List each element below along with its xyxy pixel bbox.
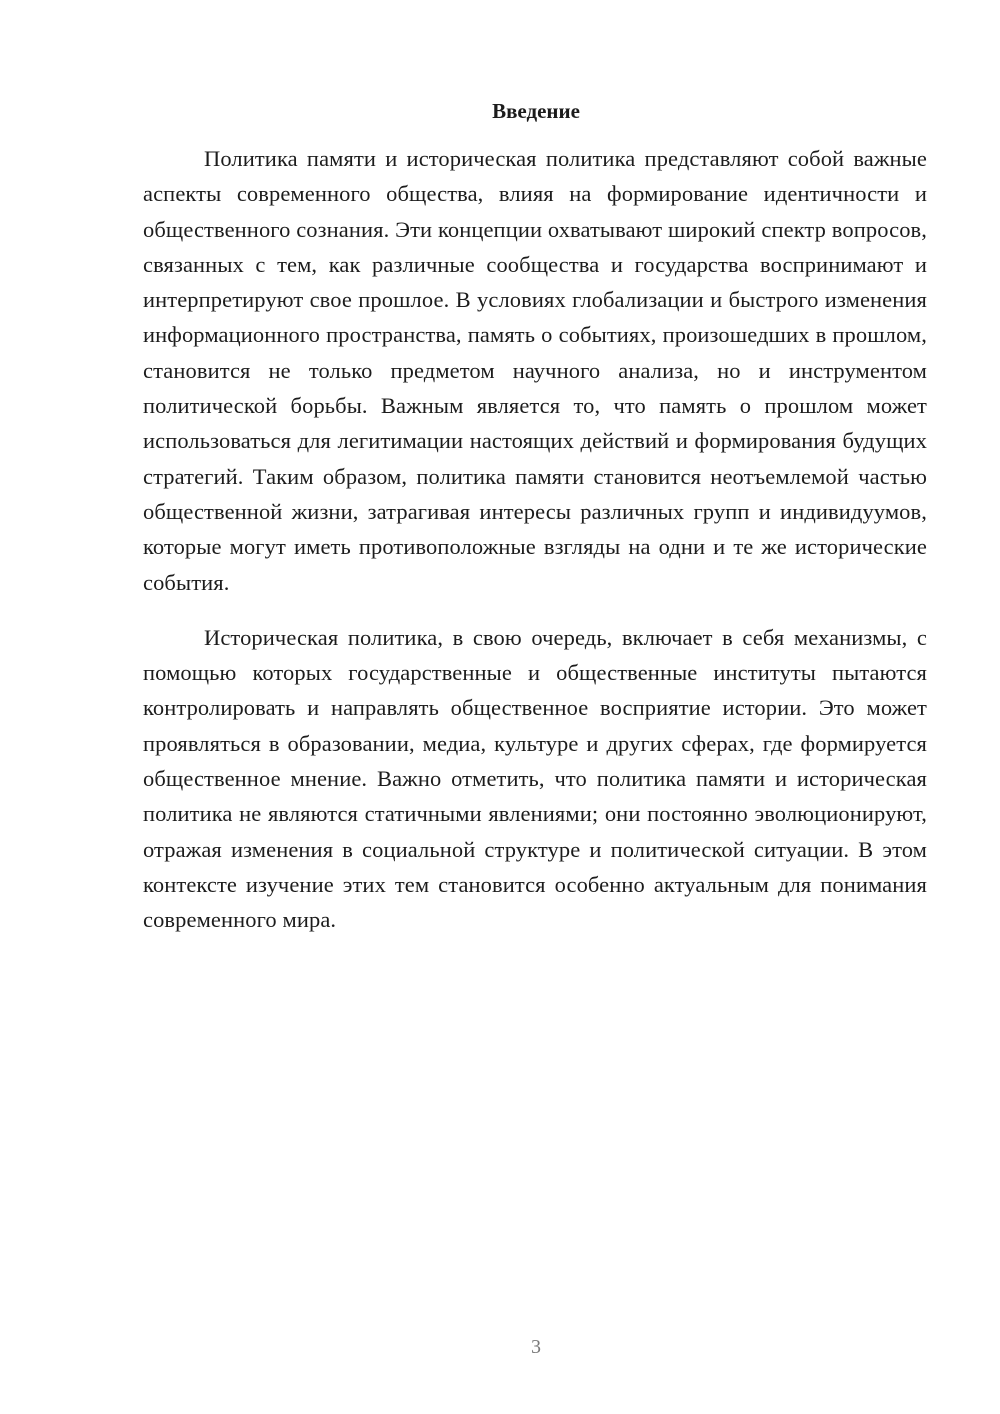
paragraph: Историческая политика, в свою очередь, включает в себя механизмы, с помощью которых государственные и общественные институты пытаются контролировать и направлять общественное восприятие истории. Это может проявляться в образовании, медиа, культуре и других сферах, где формируется общественное мнение. Важно отметить, что политика памяти и историческая политика не являются статичными явлениями; они постоянно эволюционируют, отражая изменения в социальной структуре и политической ситуации. В этом контексте изучение этих тем становится особенно актуальным для понимания современного мира. (143, 624, 927, 933)
body-text (143, 141, 927, 938)
paragraph: Политика памяти и историческая политика представляют собой важные аспекты современного общества, влияя на формирование идентичности и общественного сознания. Эти концепции охватывают широкий спектр вопросов, связанных с тем, как различные сообщества и государства воспринимают и интерпретируют свое прошлое. В условиях глобализации и быстрого изменения информационного пространства, память о событиях, произошедших в прошлом, становится не только предметом научного анализа, но и инструментом политической борьбы. Важным является то, что память о прошлом может использоваться для легитимации настоящих действий и формирования будущих стратегий. Таким образом, политика памяти становится неотъемлемой частью общественной жизни, затрагивая интересы различных групп и индивидуумов, которые могут иметь противоположные взгляды на одни и те же исторические события. (143, 146, 927, 595)
section-heading: Введение (492, 99, 580, 123)
page-number: 3 (531, 1336, 541, 1358)
